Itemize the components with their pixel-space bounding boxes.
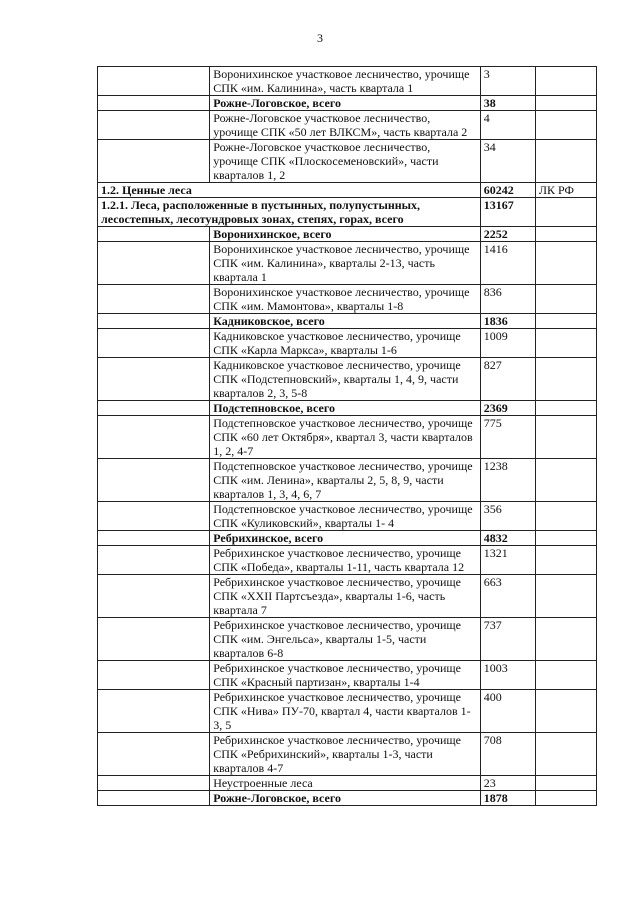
page-number: 3 (317, 31, 323, 45)
blank-cell (98, 242, 210, 285)
forestry-name-cell: Подстепновское участковое лесничество, урочище СПК «60 лет Октября», квартал 3, части кварталов 1, 2, 4-7 (210, 416, 481, 459)
blank-cell (98, 314, 210, 329)
table-row (98, 661, 597, 690)
subtotal-name-cell: Рожне-Логовское, всего (210, 791, 481, 806)
note-cell (535, 531, 596, 546)
subtotal-name-cell: Кадниковское, всего (210, 314, 481, 329)
area-cell: 1238 (480, 459, 535, 502)
forestry-name-cell: Кадниковское участковое лесничество, урочище СПК «Подстепновский», кварталы 1, 4, 9, части кварталов 2, 3, 5-8 (210, 358, 481, 401)
area-cell: 38 (480, 96, 535, 111)
area-cell: 708 (480, 733, 535, 776)
note-cell (535, 690, 596, 733)
forestry-name-cell: Ребрихинское участковое лесничество, урочище СПК «им. Энгельса», кварталы 1-5, части кварталов 6-8 (210, 618, 481, 661)
table-row (98, 459, 597, 502)
area-cell: 827 (480, 358, 535, 401)
area-cell: 2252 (480, 227, 535, 242)
section-title-cell: 1.2. Ценные леса (98, 183, 481, 198)
area-cell: 4832 (480, 531, 535, 546)
blank-cell (98, 416, 210, 459)
note-cell (535, 285, 596, 314)
blank-cell (98, 733, 210, 776)
note-cell (535, 776, 596, 791)
blank-cell (98, 329, 210, 358)
forestry-name-cell: Воронихинское участковое лесничество, урочище СПК «им. Калинина», часть квартала 1 (210, 67, 481, 96)
table-row (98, 285, 597, 314)
table-row (98, 546, 597, 575)
area-cell: 1003 (480, 661, 535, 690)
blank-cell (98, 111, 210, 140)
note-cell (535, 314, 596, 329)
forestry-name-cell: Ребрихинское участковое лесничество, урочище СПК «Ребрихинский», кварталы 1-3, части кварталов 4-7 (210, 733, 481, 776)
blank-cell (98, 358, 210, 401)
table-row (98, 618, 597, 661)
area-cell: 400 (480, 690, 535, 733)
table-row (98, 358, 597, 401)
note-cell (535, 733, 596, 776)
forestry-name-cell: Подстепновское участковое лесничество, урочище СПК «Куликовский», кварталы 1- 4 (210, 502, 481, 531)
blank-cell (98, 791, 210, 806)
note-cell (535, 401, 596, 416)
blank-cell (98, 776, 210, 791)
area-cell: 2369 (480, 401, 535, 416)
table-row (98, 416, 597, 459)
note-cell (535, 96, 596, 111)
forest-table (97, 66, 597, 806)
forestry-name-cell: Воронихинское участковое лесничество, урочище СПК «им. Мамонтова», кварталы 1-8 (210, 285, 481, 314)
forestry-name-cell: Ребрихинское участковое лесничество, урочище СПК «Нива» ПУ-70, квартал 4, части кварталов 1-3, 5 (210, 690, 481, 733)
note-cell (535, 416, 596, 459)
note-cell (535, 502, 596, 531)
section-title-cell: 1.2.1. Леса, расположенные в пустынных, полупустынных, лесостепных, лесотундровых зонах, степях, горах, всего (98, 198, 481, 227)
table-row (98, 314, 597, 329)
table-row (98, 531, 597, 546)
blank-cell (98, 690, 210, 733)
area-cell: 737 (480, 618, 535, 661)
table-row (98, 67, 597, 96)
table-row (98, 242, 597, 285)
forestry-name-cell: Рожне-Логовское участковое лесничество, урочище СПК «50 лет ВЛКСМ», часть квартала 2 (210, 111, 481, 140)
blank-cell (98, 502, 210, 531)
note-cell (535, 329, 596, 358)
table-row (98, 791, 597, 806)
table-row (98, 183, 597, 198)
table-row (98, 140, 597, 183)
note-cell (535, 791, 596, 806)
table-row (98, 198, 597, 227)
note-cell (535, 618, 596, 661)
forestry-name-cell: Ребрихинское участковое лесничество, урочище СПК «Красный партизан», кварталы 1-4 (210, 661, 481, 690)
note-cell (535, 459, 596, 502)
subtotal-name-cell: Подстепновское, всего (210, 401, 481, 416)
blank-cell (98, 96, 210, 111)
blank-cell (98, 618, 210, 661)
area-cell: 836 (480, 285, 535, 314)
table-row (98, 329, 597, 358)
blank-cell (98, 531, 210, 546)
blank-cell (98, 459, 210, 502)
forestry-name-cell: Воронихинское участковое лесничество, урочище СПК «им. Калинина», кварталы 2-13, часть квартала 1 (210, 242, 481, 285)
area-cell: 356 (480, 502, 535, 531)
area-cell: 1009 (480, 329, 535, 358)
blank-cell (98, 546, 210, 575)
forestry-name-cell: Подстепновское участковое лесничество, урочище СПК «им. Ленина», кварталы 2, 5, 8, 9, части кварталов 1, 3, 4, 6, 7 (210, 459, 481, 502)
note-cell (535, 111, 596, 140)
table-row (98, 502, 597, 531)
table-row (98, 96, 597, 111)
blank-cell (98, 227, 210, 242)
forestry-name-cell: Ребрихинское участковое лесничество, урочище СПК «Победа», кварталы 1-11, часть квартала 12 (210, 546, 481, 575)
table-row (98, 690, 597, 733)
table-row (98, 575, 597, 618)
table-row (98, 111, 597, 140)
area-cell: 1321 (480, 546, 535, 575)
area-cell: 3 (480, 67, 535, 96)
note-cell (535, 242, 596, 285)
table-row (98, 227, 597, 242)
table-row (98, 733, 597, 776)
blank-cell (98, 140, 210, 183)
area-cell: 34 (480, 140, 535, 183)
note-cell (535, 546, 596, 575)
blank-cell (98, 401, 210, 416)
blank-cell (98, 285, 210, 314)
area-cell: 775 (480, 416, 535, 459)
blank-cell (98, 661, 210, 690)
subtotal-name-cell: Рожне-Логовское, всего (210, 96, 481, 111)
forestry-name-cell: Неустроенные леса (210, 776, 481, 791)
table-row (98, 401, 597, 416)
table-row (98, 776, 597, 791)
forestry-name-cell: Ребрихинское участковое лесничество, урочище СПК «XXII Партсъезда», кварталы 1-6, часть квартала 7 (210, 575, 481, 618)
note-cell (535, 358, 596, 401)
area-cell: 60242 (480, 183, 535, 198)
subtotal-name-cell: Ребрихинское, всего (210, 531, 481, 546)
blank-cell (98, 575, 210, 618)
forest-table-body (98, 67, 597, 806)
note-cell (535, 198, 596, 227)
area-cell: 4 (480, 111, 535, 140)
note-cell (535, 67, 596, 96)
area-cell: 23 (480, 776, 535, 791)
note-cell (535, 227, 596, 242)
note-cell (535, 575, 596, 618)
forestry-name-cell: Кадниковское участковое лесничество, урочище СПК «Карла Маркса», кварталы 1-6 (210, 329, 481, 358)
note-cell (535, 140, 596, 183)
area-cell: 1878 (480, 791, 535, 806)
note-cell: ЛК РФ (535, 183, 596, 198)
area-cell: 1836 (480, 314, 535, 329)
area-cell: 1416 (480, 242, 535, 285)
note-cell (535, 661, 596, 690)
subtotal-name-cell: Воронихинское, всего (210, 227, 481, 242)
forestry-name-cell: Рожне-Логовское участковое лесничество, урочище СПК «Плоскосеменовский», части кварталов 1, 2 (210, 140, 481, 183)
area-cell: 663 (480, 575, 535, 618)
area-cell: 13167 (480, 198, 535, 227)
blank-cell (98, 67, 210, 96)
